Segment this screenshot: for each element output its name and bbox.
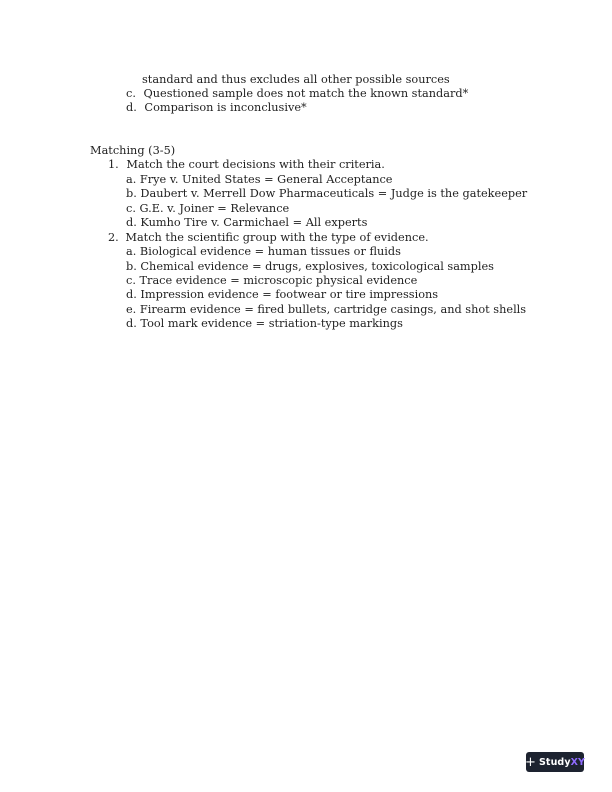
question-prompt: Match the scientific group with the type of evidence. [125, 231, 429, 244]
plus-icon: + [524, 754, 536, 770]
question-number: 1. [108, 158, 119, 171]
list-item-text: Comparison is inconclusive* [144, 101, 307, 114]
question-number: 2. [108, 231, 119, 244]
answer-line: b. Chemical evidence = drugs, explosives, toxicological samples [126, 260, 494, 273]
list-item-label: d. [126, 101, 137, 114]
answer-line: c. G.E. v. Joiner = Relevance [126, 202, 290, 215]
answer-line: b. Daubert v. Merrell Dow Pharmaceuticals = Judge is the gatekeeper [126, 187, 528, 200]
studyxy-watermark[interactable] [526, 752, 584, 772]
question-prompt: Match the court decisions with their criteria. [126, 158, 385, 171]
question-2 [108, 231, 429, 245]
brand-name: Study [538, 756, 571, 768]
answer-line: d. Kumho Tire v. Carmichael = All experts [126, 216, 368, 229]
continuation-line: standard and thus excludes all other possible sources [142, 73, 450, 86]
answer-line: c. Trace evidence = microscopic physical evidence [126, 274, 418, 287]
brand-accent: XY [570, 756, 586, 768]
answer-line: a. Frye v. United States = General Acceptance [126, 173, 393, 186]
answer-line: a. Biological evidence = human tissues or fluids [126, 245, 401, 258]
list-item-c [126, 87, 468, 101]
list-item-text: Questioned sample does not match the known standard* [143, 87, 469, 100]
answer-line: d. Tool mark evidence = striation-type markings [126, 317, 403, 330]
list-item-d [126, 101, 307, 115]
section-title: Matching (3-5) [90, 144, 176, 157]
question-1 [108, 158, 385, 172]
answer-line: e. Firearm evidence = fired bullets, cartridge casings, and shot shells [126, 303, 527, 316]
answer-line: d. Impression evidence = footwear or tire impressions [126, 288, 439, 301]
list-item-label: c. [126, 87, 136, 100]
